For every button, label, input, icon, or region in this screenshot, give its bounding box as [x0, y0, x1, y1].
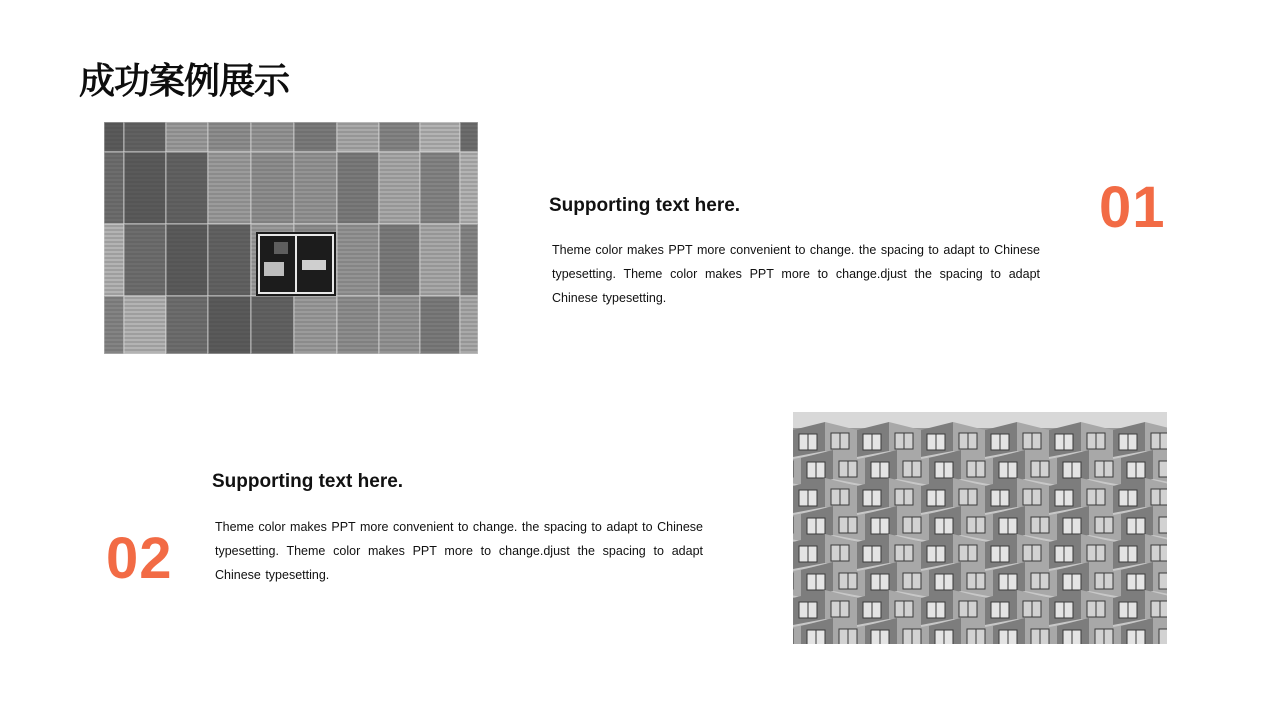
case-1-number: 01	[1099, 175, 1166, 240]
case-2-heading: Supporting text here.	[212, 471, 404, 492]
case-1-body: Theme color makes PPT more convenient to change. the spacing to adapt to Chinese typesetting. Theme color makes PPT more to change.djust the spacing to adapt Chinese typesetting.	[552, 243, 1040, 305]
case-2-photo	[793, 412, 1167, 644]
case-1-heading: Supporting text here.	[549, 195, 741, 216]
case-2-number: 02	[106, 526, 173, 591]
slide-title: 成功案例展示	[79, 61, 290, 102]
case-2-body: Theme color makes PPT more convenient to change. the spacing to adapt to Chinese typesetting. Theme color makes PPT more to change.djust the spacing to adapt Chinese typesetting.	[215, 520, 703, 582]
case-1-photo	[104, 122, 478, 354]
